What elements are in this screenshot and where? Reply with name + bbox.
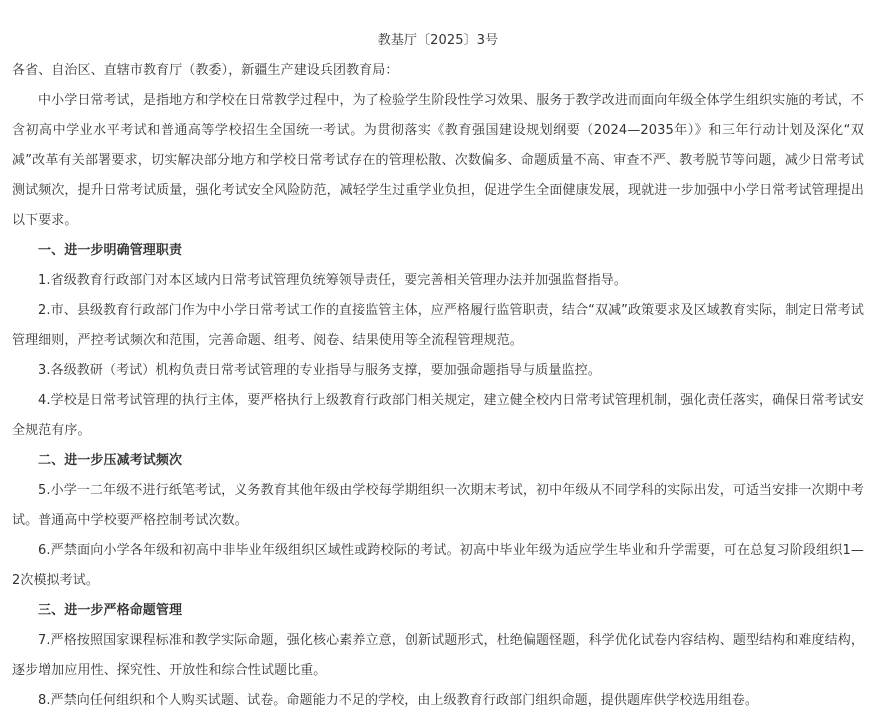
clause-5-grade-exams: 5.小学一二年级不进行纸笔考试，义务教育其他年级由学校每学期组织一次期末考试，初中年级从不同学科的实际出发，可适当安排一次期中考试。普通高中学校要严格控制考试次数。: [12, 483, 864, 528]
clause-8-purchase-ban: 8.严禁向任何组织和个人购买试题、试卷。命题能力不足的学校，由上级教育行政部门组织命题，提供题库供学校选用组卷。: [38, 693, 759, 708]
clause-2-city-county: 2.市、县级教育行政部门作为中小学日常考试工作的直接监管主体，应严格履行监管职责，结合“双减”政策要求及区域教育实际，制定日常考试管理细则，严控考试频次和范围，完善命题、组考、阅卷、结果使用等全流程管理规范。: [12, 303, 864, 348]
section-heading-reduce-frequency: 二、进一步压减考试频次: [38, 453, 183, 468]
intro-paragraph: 中小学日常考试，是指地方和学校在日常教学过程中，为了检验学生阶段性学习效果、服务于教学改进而面向年级全体学生组织实施的考试，不含初高中学业水平考试和普通高等学校招生全国统一考试。为贯彻落实《教育强国建设规划纲要（2024—2035年）》和三年行动计划及深化“双减”改革有关部署要求，切实解决部分地方和学校日常考试存在的管理松散、次数偏多、命题质量不高、审查不严、教考脱节等问题，减少日常考试测试频次，提升日常考试质量，强化考试安全风险防范，减轻学生过重学业负担，促进学生全面健康发展，现就进一步加强中小学日常考试管理提出以下要求。: [12, 93, 864, 228]
clause-3-research-institutions: 3.各级教研（考试）机构负责日常考试管理的专业指导与服务支撑，要加强命题指导与质量监控。: [38, 363, 601, 378]
notice-document: [12, 26, 864, 716]
clause-1-provincial: 1.省级教育行政部门对本区域内日常考试管理负统筹领导责任，要完善相关管理办法并加强监督指导。: [38, 273, 628, 288]
addressee-line: 各省、自治区、直辖市教育厅（教委），新疆生产建设兵团教育局：: [12, 63, 399, 78]
section-heading-management-duties: 一、进一步明确管理职责: [38, 243, 183, 258]
clause-4-schools: 4.学校是日常考试管理的执行主体，要严格执行上级教育行政部门相关规定，建立健全校内日常考试管理机制，强化责任落实，确保日常考试安全规范有序。: [12, 393, 864, 438]
document-number: 教基厅〔2025〕3号: [377, 33, 499, 48]
section-heading-question-setting: 三、进一步严格命题管理: [38, 603, 183, 618]
clause-7-curriculum-standards: 7.严格按照国家课程标准和教学实际命题，强化核心素养立意，创新试题形式，杜绝偏题怪题，科学优化试卷内容结构、题型结构和难度结构，逐步增加应用性、探究性、开放性和综合性试题比重。: [12, 633, 864, 678]
clause-6-regional-exams: 6.严禁面向小学各年级和初高中非毕业年级组织区域性或跨校际的考试。初高中毕业年级为适应学生毕业和升学需要，可在总复习阶段组织1—2次模拟考试。: [12, 543, 864, 588]
